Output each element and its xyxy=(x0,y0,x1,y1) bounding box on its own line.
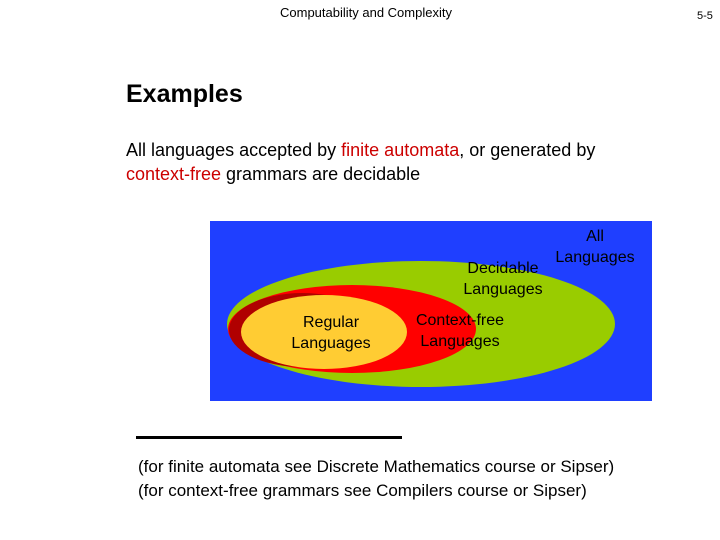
slide-number: 5-5 xyxy=(697,10,713,22)
decidable-languages-label-line2: Languages xyxy=(463,281,543,298)
statement-part-1: All languages accepted by xyxy=(126,140,342,160)
references xyxy=(138,455,614,503)
all-languages-label-line2: Languages xyxy=(555,249,635,266)
footnote-divider xyxy=(136,436,402,439)
slide-heading: Examples xyxy=(126,80,243,108)
finite-automata-highlight: finite automata xyxy=(341,140,460,160)
reference-context-free-grammars: (for context-free grammars see Compilers course or Sipser) xyxy=(138,481,587,500)
decidable-languages-label-line1: Decidable xyxy=(467,260,539,277)
language-hierarchy-diagram xyxy=(210,221,652,401)
statement-part-2: , or generated by xyxy=(459,140,596,160)
reference-finite-automata: (for finite automata see Discrete Mathematics course or Sipser) xyxy=(138,457,615,476)
all-languages-label-line1: All xyxy=(586,228,604,245)
context-free-highlight: context-free xyxy=(126,164,222,184)
header-title: Computability and Complexity xyxy=(280,5,452,20)
decidable-languages-label xyxy=(453,258,553,300)
context-free-languages-label xyxy=(408,310,512,352)
context-free-languages-label-line2: Languages xyxy=(420,333,500,350)
statement-part-3: grammars are decidable xyxy=(221,164,421,184)
context-free-languages-label-line1: Context-free xyxy=(415,312,505,329)
all-languages-label xyxy=(548,226,642,268)
regular-languages-label-line1: Regular xyxy=(302,314,360,331)
regular-languages-label xyxy=(281,312,381,354)
regular-languages-label-line2: Languages xyxy=(291,335,371,352)
statement-text xyxy=(126,138,686,186)
